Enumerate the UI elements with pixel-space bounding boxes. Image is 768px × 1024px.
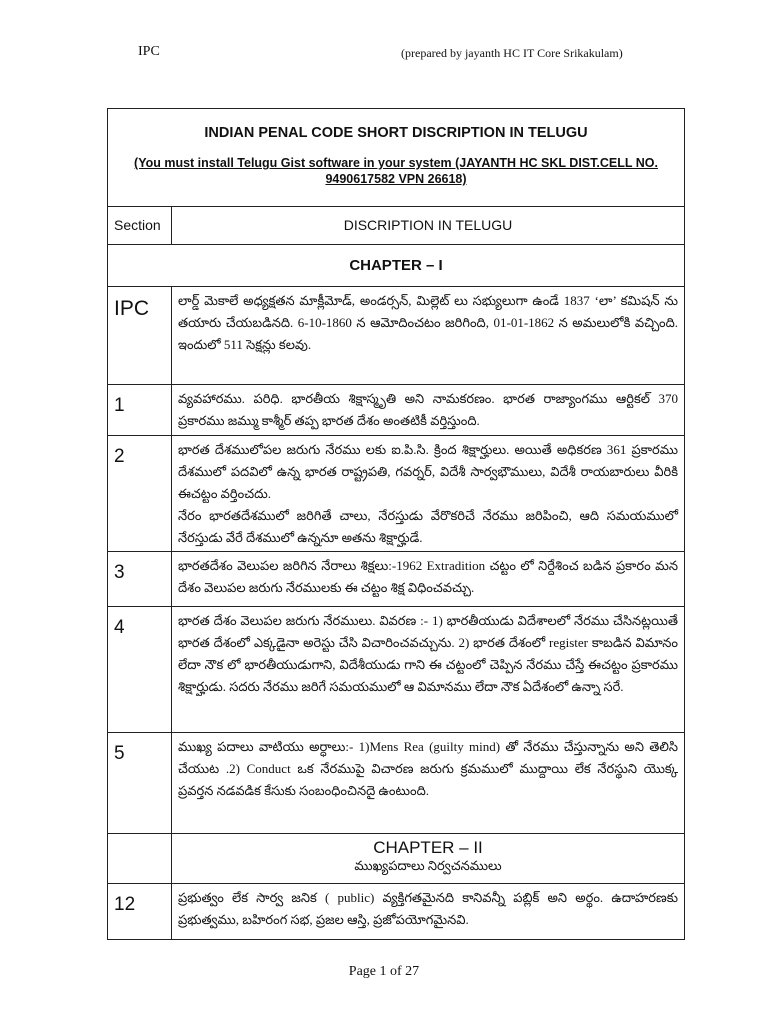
section-number: 4	[114, 617, 125, 638]
table-row	[108, 733, 685, 834]
section-description: ముఖ్య పదాలు వాటియు అర్ధాలు:- 1)Mens Rea (guilty mind) తో నేరము చేస్తున్నాను అని తెలిసి చేయుట .2) Conduct ఒక నేరముపై విచారణ జరుగు క్రమములో ముద్దాయి లేక నేరస్థుని యొక్క ప్రవర్తన నడవడిక కేసుకు సంబంధించినదై ఉంటుంది.	[178, 739, 678, 798]
section-number: IPC	[114, 297, 150, 320]
document-subtitle: (You must install Telugu Gist software in your system (JAYANTH HC SKL DIST.CELL NO. 9490617582 VPN 26618)	[134, 156, 658, 186]
section-number: 12	[114, 894, 136, 915]
section-description: లార్డ్ మెకాలే అధ్యక్షతన మాక్లీమోడ్, అండర్సన్, మిల్లెట్ లు సభ్యులుగా ఉండే 1837 ‘లా’ కమిషన్ ను తయారు చేయబడినది. 6-10-1860 న ఆమోదించటం జరిగింది, 01-01-1862 న అమలులోకి వచ్చింది. ఇందులో 511 సెక్షన్లు కలవు.	[178, 293, 678, 352]
column-header-section: Section	[114, 217, 161, 233]
table-row	[108, 552, 685, 607]
section-description: భారత దేశములోపల జరుగు నేరము లకు ఐ.పి.సి. క్రింద శిక్షార్హులు. అయితే అధికరణ 361 ప్రకారము దేశములో పదవిలో ఉన్న భారత రాష్ట్రపతి, గవర్నర్, విదేశీ సార్వభౌములు, విదేశీ రాయబారులు వీరికి ఈచట్టం వర్తించదు.	[178, 442, 678, 501]
chapter-1-cell	[108, 245, 685, 287]
table-row	[108, 607, 685, 733]
section-description: నేరం భారతదేశములో జరిగితే చాలు, నేరస్తుడు వేరొకరిచే నేరము జరిపించి, ఆది సమయములో నేరస్తుడు వేరే దేశములో ఉన్ననూ అతను శిక్షార్హుడే.	[178, 508, 678, 545]
section-number: 1	[114, 395, 125, 416]
chapter-1-heading: CHAPTER – I	[349, 257, 443, 274]
title-cell	[108, 109, 685, 207]
section-number: 2	[114, 446, 125, 467]
section-description: ప్రభుత్వం లేక సార్వ జనిక ( public) వ్యక్తిగతమైనది కానివన్నీ పబ్లిక్ అని అర్థం. ఉదాహరణకు ప్రభుత్వము, బహిరంగ సభ, ప్రజల ఆస్తి, ప్రజోపయోగమైనవి.	[178, 890, 678, 927]
document-title: INDIAN PENAL CODE SHORT DISCRIPTION IN TELUGU	[204, 125, 588, 141]
chapter-2-subheading: ముఖ్యపదాలు నిర్వచనములు	[354, 858, 502, 873]
section-number: 5	[114, 743, 125, 764]
section-number: 3	[114, 562, 125, 583]
chapter-2-cell	[172, 834, 685, 884]
section-description: వ్యవహారము. పరిధి. భారతీయ శిక్షాస్మృతి అని నామకరణం. భారత రాజ్యాంగము ఆర్టికల్ 370 ప్రకారము జమ్ము కాశ్మీర్ తప్ప భారత దేశం అంతటికీ వర్తిస్తుంది.	[178, 391, 678, 428]
column-header-description: DISCRIPTION IN TELUGU	[343, 217, 513, 233]
page-number: Page 1 of 27	[348, 964, 420, 979]
chapter-2-heading: CHAPTER – II	[373, 838, 483, 857]
header-right: (prepared by jayanth HC IT Core Srikakulam)	[401, 46, 623, 60]
table-row	[108, 287, 685, 385]
header-left: IPC	[138, 44, 160, 59]
column-header-description-cell	[172, 207, 685, 245]
table-row	[108, 884, 685, 940]
chapter-2-empty-cell	[108, 834, 172, 884]
column-header-section-cell	[108, 207, 172, 245]
ipc-table	[107, 108, 685, 940]
section-description: భారత దేశం వెలుపల జరుగు నేరములు. వివరణ :- 1) భారతీయుడు విదేశాలలో నేరము చేసినట్లయితే భారత దేశంలో ఎక్కడైనా అరెస్టు చేసి విచారించవచ్చును. 2) భారత దేశంలో register కాబడిన విమానం లేదా నౌక లో భారతీయుడుగాని, విదేశీయుడు గాని ఈ చట్టంలో చెప్పిన నేరము చేస్తే ఈచట్టం ప్రకారము శిక్షార్హుడు. సదరు నేరము జరిగే సమయములో ఆ విమానము లేదా నౌక ఏదేశంలో ఉన్నా సరే.	[178, 613, 678, 694]
table-row	[108, 385, 685, 436]
table-row	[108, 436, 685, 552]
section-description: భారతదేశం వెలుపల జరిగిన నేరాలు శిక్షలు:-1962 Extradition చట్టం లో నిర్దేశించ బడిన ప్రకారం మన దేశం వెలుపల జరుగు నేరములకు ఈ చట్టం శిక్ష విధించవచ్చు.	[178, 558, 678, 595]
